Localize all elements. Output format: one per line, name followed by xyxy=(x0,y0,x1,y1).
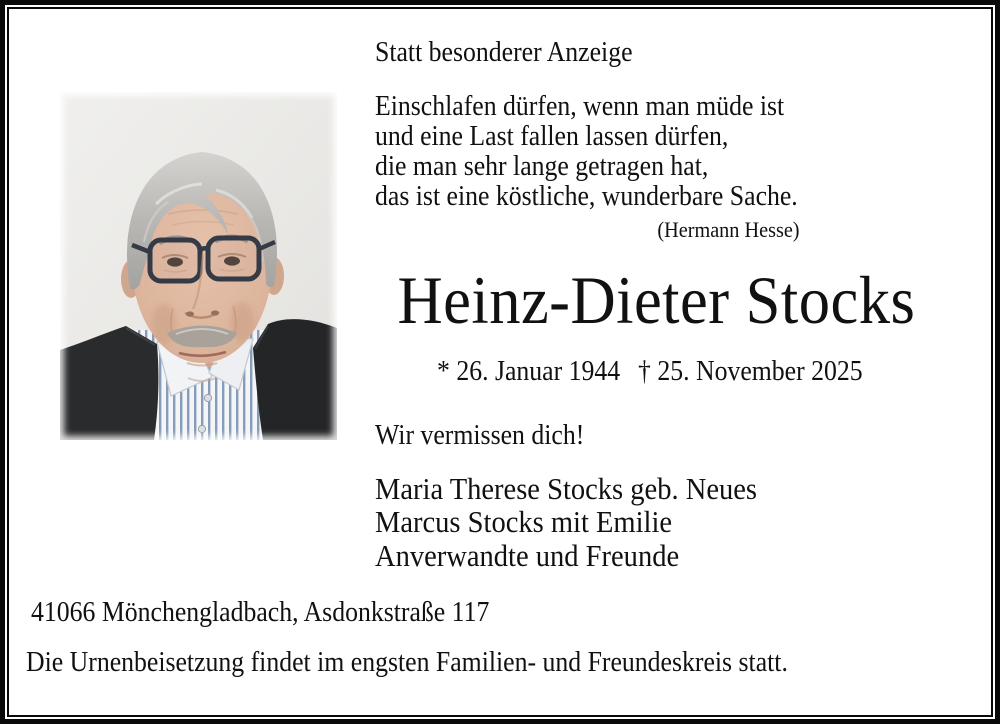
mourner-line: Marcus Stocks mit Emilie xyxy=(375,504,673,539)
address-line: 41066 Mönchengladbach, Asdonkstraße 117 xyxy=(31,597,490,628)
death-date: † 25. November 2025 xyxy=(638,356,863,387)
portrait-illustration xyxy=(60,92,337,440)
mourner-line: Maria Therese Stocks geb. Neues xyxy=(375,471,758,506)
birth-date: * 26. Januar 1944 xyxy=(437,356,621,387)
deceased-name: Heinz-Dieter Stocks xyxy=(397,262,916,338)
farewell-text: Wir vermissen dich! xyxy=(375,420,585,451)
mourner-line: Anverwandte und Freunde xyxy=(375,538,680,573)
portrait-photo xyxy=(60,92,337,440)
funeral-note: Die Urnenbeisetzung findet im engsten Familien- und Freundeskreis statt. xyxy=(26,647,788,678)
poem-line: das ist eine köstliche, wunderbare Sache. xyxy=(375,181,798,212)
poem-attribution: (Hermann Hesse) xyxy=(657,217,800,242)
preamble-text: Statt besonderer Anzeige xyxy=(375,37,633,68)
poem-line: Einschlafen dürfen, wenn man müde ist xyxy=(375,91,785,122)
poem-line: und eine Last fallen lassen dürfen, xyxy=(375,121,729,152)
poem-line: die man sehr lange getragen hat, xyxy=(375,151,709,182)
